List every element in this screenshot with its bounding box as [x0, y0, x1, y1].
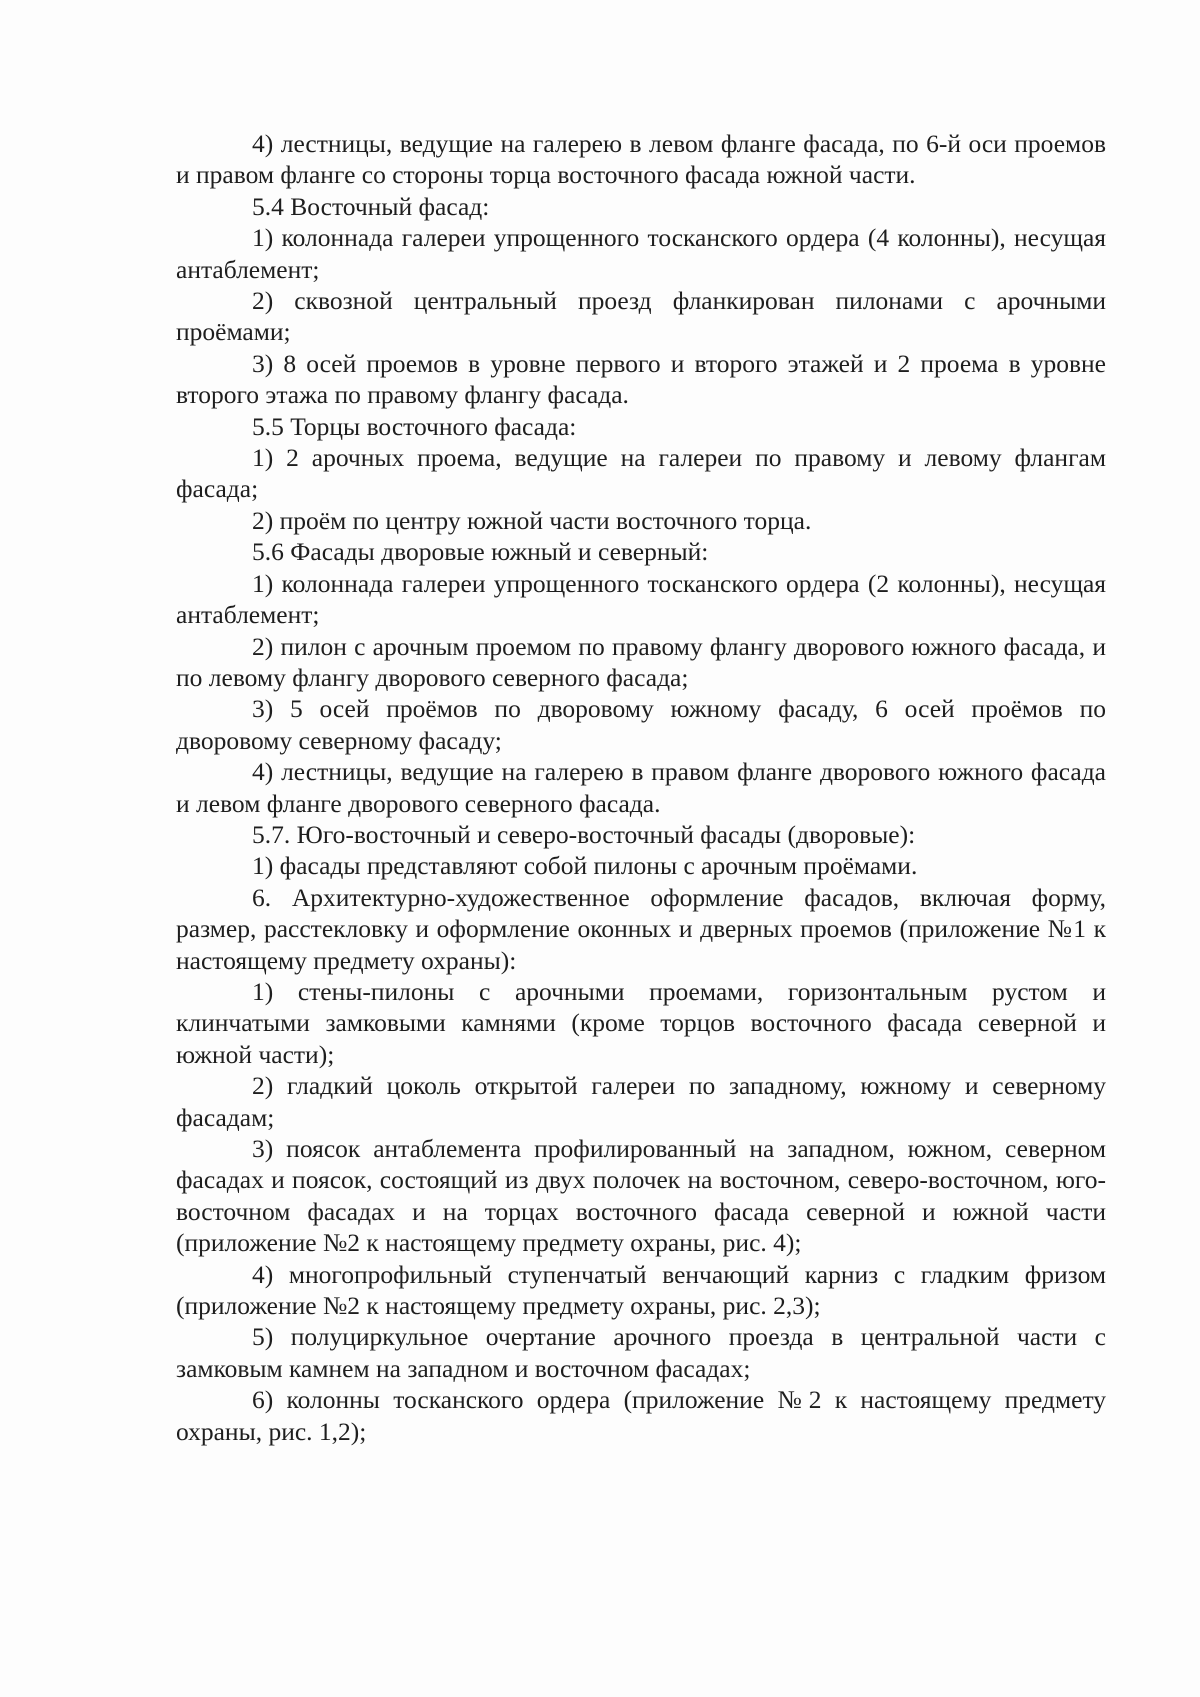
paragraph: 4) лестницы, ведущие на галерею в правом фланге дворового южного фасада и левом фланге дворового северного фасада. [176, 757, 1106, 818]
paragraph: 3) 8 осей проемов в уровне первого и второго этажей и 2 проема в уровне второго этажа по правому флангу фасада. [176, 348, 1106, 410]
paragraph: 1) колоннада галереи упрощенного тосканского ордера (2 колонны), несущая антаблемент; [176, 568, 1106, 630]
section-heading: 5.4 Восточный фасад: [252, 191, 490, 221]
paragraph: 6) колонны тосканского ордера (приложение №2 к настоящему предмету охраны, рис. 1,2); [176, 1385, 1106, 1446]
paragraph: 1) колоннада галереи упрощенного тосканского ордера (4 колонны), несущая антаблемент; [176, 223, 1106, 284]
section-heading: 5.6 Фасады дворовые южный и северный: [252, 537, 709, 567]
paragraph: 5) полуциркульное очертание арочного проезда в центральной части с замковым камнем на западном и восточном фасадах; [176, 1322, 1106, 1383]
paragraph: 1) 2 арочных проема, ведущие на галереи по правому и левому флангам фасада; [176, 443, 1106, 504]
document-body [176, 128, 1106, 1447]
paragraph: 4) лестницы, ведущие на галерею в левом фланге фасада, по 6-й оси проемов и правом фланге со стороны торца восточного фасада южной части. [176, 129, 1106, 190]
paragraph: 2) пилон с арочным проемом по правому флангу дворового южного фасада, и по левому флангу дворового северного фасада; [176, 631, 1106, 692]
section-heading: 6. Архитектурно-художественное оформление фасадов, включая форму, размер, расстекловку и оформление оконных и дверных проемов (приложение №1 к настоящему предмету охраны): [176, 882, 1106, 975]
paragraph: 1) стены-пилоны с арочными проемами, горизонтальным рустом и клинчатыми замковыми камнями (кроме торцов восточного фасада северной и южной части); [176, 976, 1106, 1069]
paragraph: 4) многопрофильный ступенчатый венчающий карниз с гладким фризом (приложение №2 к настоящему предмету охраны, рис. 2,3); [176, 1259, 1106, 1321]
paragraph: 2) проём по центру южной части восточного торца. [252, 505, 812, 535]
section-heading: 5.7. Юго-восточный и северо-восточный фасады (дворовые): [252, 819, 916, 849]
section-heading: 5.5 Торцы восточного фасада: [252, 411, 577, 441]
paragraph: 2) сквозной центральный проезд фланкирован пилонами с арочными проёмами; [176, 286, 1106, 347]
paragraph: 3) поясок антаблемента профилированный на западном, южном, северном фасадах и поясок, состоящий из двух полочек на восточном, северо-восточном, юго-восточном фасадах и на торцах восточного фасада северной и южной части (приложение №2 к настоящему предмету охраны, рис. 4); [176, 1134, 1106, 1258]
paragraph: 2) гладкий цоколь открытой галереи по западному, южному и северному фасадам; [176, 1071, 1106, 1132]
paragraph: 1) фасады представляют собой пилоны с арочным проёмами. [252, 851, 918, 881]
paragraph: 3) 5 осей проёмов по дворовому южному фасаду, 6 осей проёмов по дворовому северному фасаду; [176, 694, 1106, 755]
